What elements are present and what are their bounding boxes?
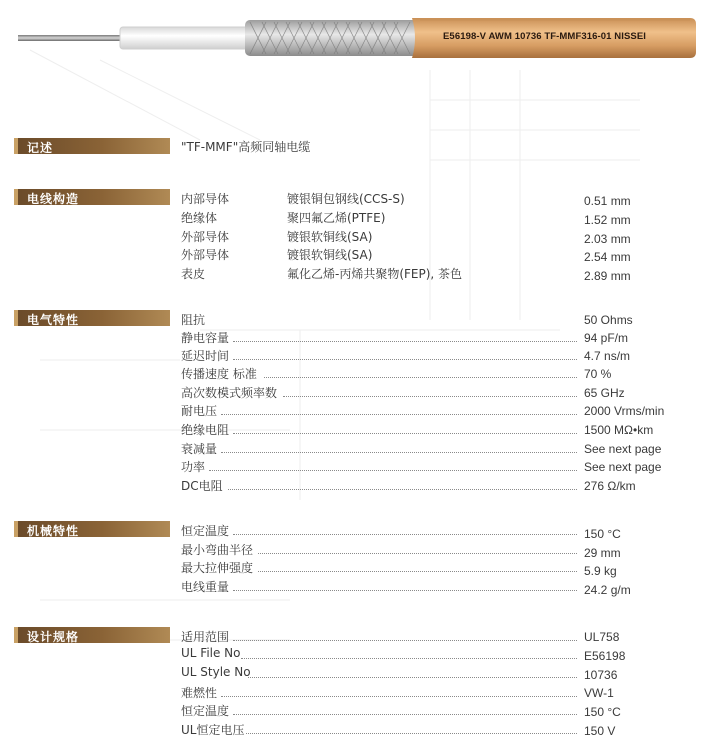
electrical-value: See next page [584,442,662,456]
leader-dots [233,433,577,434]
dielectric [120,27,255,49]
section-bar-description [14,138,170,154]
leader-dots [246,733,577,734]
design-label: UL Style No [181,665,251,679]
mechanical-value: 5.9 kg [584,564,617,578]
description-text: "TF-MMF"高频同轴电缆 [181,140,311,154]
leader-dots [209,470,577,471]
design-label: UL恒定电压 [181,723,245,737]
section-title: 电线构造 [27,192,80,206]
construction-label: 表皮 [181,267,206,281]
cable-marking-text: E56198-V AWM 10736 TF-MMF316-01 NISSEI [443,31,647,42]
construction-value: 2.54 mm [584,250,631,264]
electrical-label: 阻抗 [181,313,206,327]
leader-dots [233,359,577,360]
leader-dots [221,696,577,697]
electrical-label: 传播速度 标准 [181,367,257,381]
electrical-value: 276 Ω/km [584,479,636,493]
leader-dots [233,590,577,591]
section-title: 机械特性 [27,524,80,538]
leader-dots [233,341,577,342]
design-label: UL File No [181,646,241,660]
design-label: 适用范围 [181,630,230,644]
electrical-label: 耐电压 [181,404,218,418]
section-bar-mechanical [14,521,170,537]
section-title: 设计规格 [27,630,80,644]
leader-dots [233,714,577,715]
section-title: 电气特性 [27,313,80,327]
design-value: 10736 [584,668,618,682]
mechanical-value: 29 mm [584,546,621,560]
mechanical-label: 最小弯曲半径 [181,543,254,557]
electrical-label: 延迟时间 [181,349,230,363]
construction-material: 氟化乙烯-丙烯共聚物(FEP), 茶色 [287,267,463,281]
leader-dots [228,489,577,490]
construction-value: 2.89 mm [584,269,631,283]
design-label: 恒定温度 [181,704,230,718]
leader-dots [241,658,577,659]
electrical-label: 衰减量 [181,442,218,456]
mechanical-value: 150 °C [584,527,621,541]
design-label: 难燃性 [181,686,218,700]
electrical-label: 高次数模式频率数 [181,386,278,400]
leader-dots [258,553,577,554]
construction-material: 镀银软铜线(SA) [287,248,373,262]
mechanical-label: 恒定温度 [181,524,230,538]
electrical-value: 94 pF/m [584,331,629,345]
leader-dots [248,677,577,678]
design-value: 150 °C [584,705,621,719]
leader-dots [283,396,577,397]
construction-material: 镀银铜包钢线(CCS-S) [287,192,405,206]
leader-dots [258,571,577,572]
leader-dots [221,414,577,415]
construction-label: 绝缘体 [181,211,218,225]
leader-dots [233,640,577,641]
outer-braid [245,20,425,56]
electrical-label: DC电阻 [181,479,223,493]
electrical-label: 静电容量 [181,331,230,345]
design-value: VW-1 [584,686,614,700]
construction-label: 外部导体 [181,248,230,262]
leader-dots [221,452,577,453]
electrical-value: 2000 Vrms/min [584,404,665,418]
electrical-value: 65 GHz [584,386,625,400]
electrical-value: See next page [584,460,662,474]
electrical-label: 功率 [181,460,206,474]
section-bar-electrical [14,310,170,326]
section-bar-construction [14,189,170,205]
leader-dots [264,377,577,378]
construction-value: 2.03 mm [584,232,631,246]
construction-material: 镀银软铜线(SA) [287,230,373,244]
design-value: 150 V [584,724,616,738]
construction-value: 0.51 mm [584,194,631,208]
design-value: E56198 [584,649,626,663]
electrical-label: 绝缘电阻 [181,423,230,437]
electrical-value: 4.7 ns/m [584,349,631,363]
section-bar-design [14,627,170,643]
construction-label: 外部导体 [181,230,230,244]
construction-label: 内部导体 [181,192,230,206]
design-value: UL758 [584,630,620,644]
mechanical-label: 最大拉伸强度 [181,561,254,575]
construction-material: 聚四氟乙烯(PTFE) [287,211,386,225]
electrical-value: 50 Ohms [584,313,633,327]
mechanical-label: 电线重量 [181,580,230,594]
section-title: 记述 [27,141,54,155]
leader-dots [233,534,577,535]
mechanical-value: 24.2 g/m [584,583,631,597]
construction-value: 1.52 mm [584,213,631,227]
electrical-value: 70 % [584,367,612,381]
inner-conductor [18,35,128,41]
electrical-value: 1500 MΩ•km [584,423,654,437]
